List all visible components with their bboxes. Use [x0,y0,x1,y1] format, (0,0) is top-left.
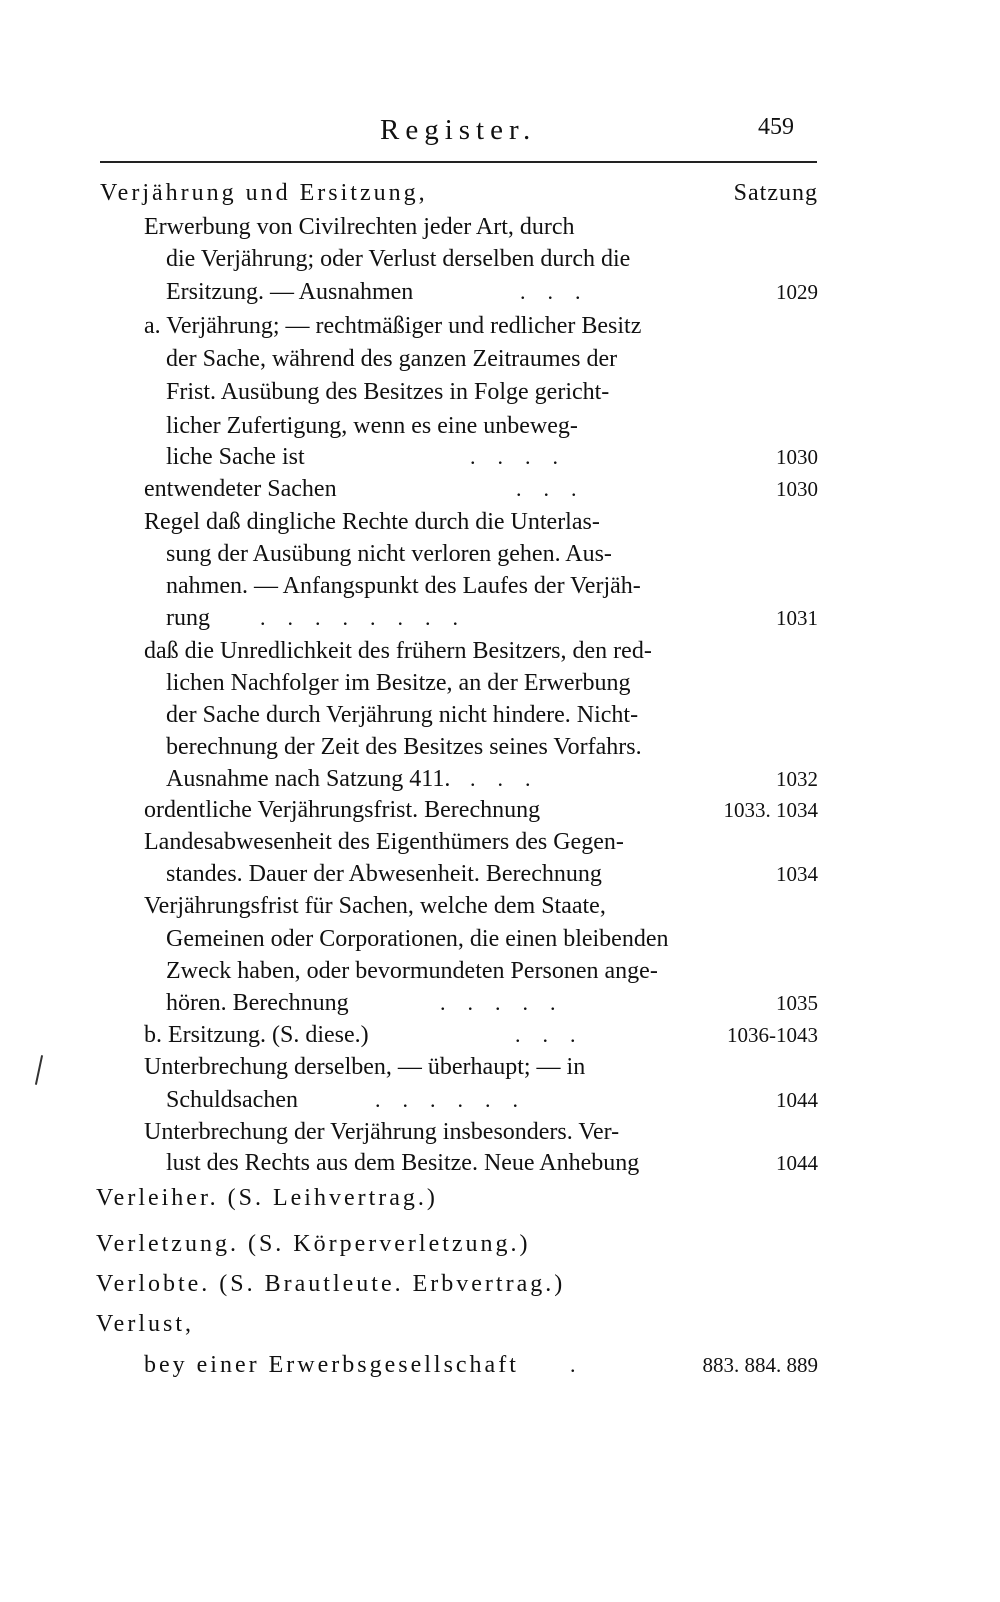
register-line: Verlust, [96,1311,194,1337]
register-line: der Sache, während des ganzen Zeitraumes der [166,346,618,372]
page-reference: 1034 [776,862,818,886]
page-reference: 1032 [776,767,818,791]
page-reference: 883. 884. 889 [702,1353,818,1377]
page-reference: 1036-1043 [727,1023,818,1047]
register-line: Verletzung. (S. Körperverletzung.) [96,1231,531,1257]
leader-dots: ... [520,279,603,304]
register-line: Zweck haben, oder bevormundeten Personen ange- [166,958,658,984]
register-line: entwendeter Sachen [144,476,337,502]
leader-dots: . [570,1352,598,1377]
register-line: Gemeinen oder Corporationen, die einen bleibenden [166,926,669,952]
register-line: liche Sache ist [166,444,305,470]
page-reference: 1030 [776,477,818,501]
register-line: der Sache durch Verjährung nicht hindere. Nicht- [166,702,639,728]
page-reference: 1044 [776,1151,818,1175]
leader-dots: ... [515,1022,598,1047]
page-reference: 1029 [776,280,818,304]
register-line: Verleiher. (S. Leihvertrag.) [96,1185,438,1211]
register-line: die Verjährung; oder Verlust derselben durch die [166,246,631,272]
register-line: licher Zufertigung, wenn es eine unbeweg- [166,413,578,439]
leader-dots: ........ [260,605,480,630]
register-line: Schuldsachen [166,1087,298,1113]
register-line: ordentliche Verjährungsfrist. Berechnung [144,797,541,823]
register-line: Erwerbung von Civilrechten jeder Art, durch [144,214,575,240]
register-line: Ersitzung. — Ausnahmen [166,279,414,305]
register-line: daß die Unredlichkeit des frühern Besitzers, den red- [144,638,652,664]
register-line: rung [166,605,210,631]
register-line: Unterbrechung derselben, — überhaupt; — in [144,1054,586,1080]
register-line: nahmen. — Anfangspunkt des Laufes der Verjäh- [166,573,641,599]
register-line: hören. Berechnung [166,990,349,1016]
register-line: Unterbrechung der Verjährung insbesonders. Ver- [144,1119,620,1145]
leader-dots: ... [470,766,553,791]
register-line: sung der Ausübung nicht verloren gehen. Aus- [166,541,612,567]
leader-dots: ... [516,476,599,501]
leader-dots: .... [470,444,580,469]
register-line: a. Verjährung; — rechtmäßiger und redlicher Besitz [144,313,642,339]
register-line: Frist. Ausübung des Besitzes in Folge gericht- [166,379,610,405]
leader-dots: ..... [440,990,578,1015]
margin-mark [35,1055,43,1085]
register-line: Landesabwesenheit des Eigenthümers des Gegen- [144,829,624,855]
page-reference: Satzung [733,180,818,206]
page-reference: 1030 [776,445,818,469]
register-line: Ausnahme nach Satzung 411. [166,766,451,792]
register-line: lust des Rechts aus dem Besitze. Neue Anhebung [166,1150,640,1176]
register-line: berechnung der Zeit des Besitzes seines Vorfahrs. [166,734,642,760]
register-line: Verjährung und Ersitzung, [100,180,428,206]
register-line: Regel daß dingliche Rechte durch die Unterlas- [144,509,600,535]
register-line: Verjährungsfrist für Sachen, welche dem Staate, [144,893,606,919]
register-line: standes. Dauer der Abwesenheit. Berechnung [166,861,602,887]
page-reference: 1035 [776,991,818,1015]
page-reference: 1044 [776,1088,818,1112]
register-line: lichen Nachfolger im Besitze, an der Erwerbung [166,670,631,696]
page-reference: 1033. 1034 [723,798,818,822]
register-line: b. Ersitzung. (S. diese.) [144,1022,369,1048]
register-line: bey einer Erwerbsgesellschaft [144,1352,519,1378]
leader-dots: ...... [375,1087,540,1112]
page-number: 459 [758,114,794,140]
page-reference: 1031 [776,606,818,630]
register-line: Verlobte. (S. Brautleute. Erbvertrag.) [96,1271,566,1297]
running-head: Register. [380,114,537,146]
header-rule [100,161,817,163]
